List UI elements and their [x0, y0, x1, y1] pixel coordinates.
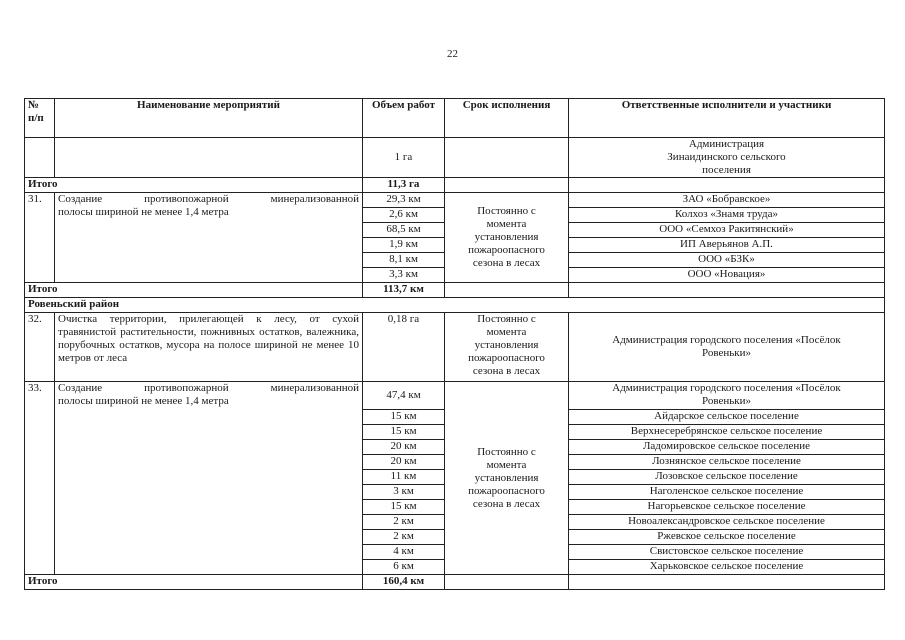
cell-responsible: Лознянское сельское поселение — [569, 455, 885, 470]
district-title: Ровеньский район — [25, 298, 885, 313]
col-header-num: № п/п — [25, 99, 55, 138]
cell-volume: 2 км — [363, 530, 445, 545]
cell-responsible: Айдарское сельское поселение — [569, 410, 885, 425]
cell-volume: 15 км — [363, 410, 445, 425]
cell-responsible: Верхнесеребрянское сельское поселение — [569, 425, 885, 440]
cell-num: 31. — [25, 193, 55, 283]
cell-responsible: ООО «Семхоз Ракитянский» — [569, 223, 885, 238]
total-value: 11,3 га — [363, 178, 445, 193]
table-row — [25, 382, 885, 410]
cell-volume: 6 км — [363, 560, 445, 575]
district-row — [25, 298, 885, 313]
cell-volume: 0,18 га — [363, 313, 445, 382]
cell-volume: 47,4 км — [363, 382, 445, 410]
cell-name — [55, 138, 363, 178]
cell-volume: 68,5 км — [363, 223, 445, 238]
cell-volume: 15 км — [363, 425, 445, 440]
cell-empty — [569, 575, 885, 590]
cell-volume: 8,1 км — [363, 253, 445, 268]
cell-empty — [445, 178, 569, 193]
cell-volume: 3,3 км — [363, 268, 445, 283]
cell-empty — [569, 178, 885, 193]
total-label: Итого — [25, 178, 363, 193]
item-33-name-line2: полосы шириной не менее 1,4 метра — [58, 395, 229, 407]
cell-term — [445, 138, 569, 178]
page-number: 22 — [447, 48, 458, 60]
cell-name: Очистка территории, прилегающей к лесу, от сухой травянистой растительности, пожнивных остатков, валежника, порубочных остатков, мусора на полосе шириной не менее 10 метров от леса — [55, 313, 363, 382]
cell-responsible: Колхоз «Знамя труда» — [569, 208, 885, 223]
table-row — [25, 313, 885, 382]
item-31-name-line2: полосы шириной не менее 1,4 метра — [58, 206, 229, 218]
cell-responsible: Новоалександровское сельское поселение — [569, 515, 885, 530]
cell-num: 33. — [25, 382, 55, 575]
cell-empty — [569, 283, 885, 298]
cell-volume: 1 га — [363, 138, 445, 178]
table-header-row — [25, 99, 885, 138]
table-row — [25, 193, 885, 208]
col-header-responsible: Ответственные исполнители и участники — [569, 99, 885, 138]
col-header-term: Срок исполнения — [445, 99, 569, 138]
measures-table — [24, 98, 885, 590]
cell-empty — [445, 283, 569, 298]
cell-volume: 2,6 км — [363, 208, 445, 223]
cell-term: Постоянно с момента установления пожароопасного сезона в лесах — [445, 313, 569, 382]
cell-volume: 1,9 км — [363, 238, 445, 253]
cell-responsible: Наголенское сельское поселение — [569, 485, 885, 500]
total-value: 113,7 км — [363, 283, 445, 298]
cell-name — [55, 382, 363, 575]
cell-responsible: Ладомировское сельское поселение — [569, 440, 885, 455]
total-label: Итого — [25, 575, 363, 590]
cell-responsible: ЗАО «Бобравское» — [569, 193, 885, 208]
total-label: Итого — [25, 283, 363, 298]
cell-volume: 15 км — [363, 500, 445, 515]
cell-responsible: Харьковское сельское поселение — [569, 560, 885, 575]
cell-responsible: Лозовское сельское поселение — [569, 470, 885, 485]
cell-volume: 11 км — [363, 470, 445, 485]
cell-volume: 29,3 км — [363, 193, 445, 208]
cell-volume: 3 км — [363, 485, 445, 500]
cell-volume: 20 км — [363, 455, 445, 470]
cell-responsible: ИП Аверьянов А.П. — [569, 238, 885, 253]
cell-volume: 2 км — [363, 515, 445, 530]
cell-name — [55, 193, 363, 283]
item-31-name-line1: Создание противопожарной минерализованной — [58, 193, 359, 205]
cell-responsible: Администрация Зинаидинского сельского поселения — [569, 138, 885, 178]
cell-empty — [445, 575, 569, 590]
cell-num: 32. — [25, 313, 55, 382]
cell-responsible: Администрация городского поселения «Посёлок Ровеньки» — [569, 313, 885, 382]
table-row — [25, 138, 885, 178]
cell-volume: 20 км — [363, 440, 445, 455]
cell-responsible: Ржевское сельское поселение — [569, 530, 885, 545]
total-value: 160,4 км — [363, 575, 445, 590]
total-row — [25, 178, 885, 193]
item-33-name-line1: Создание противопожарной минерализованной — [58, 382, 359, 394]
cell-responsible: ООО «Новация» — [569, 268, 885, 283]
col-header-volume: Объем работ — [363, 99, 445, 138]
col-header-name: Наименование мероприятий — [55, 99, 363, 138]
total-row — [25, 575, 885, 590]
total-row — [25, 283, 885, 298]
cell-term: Постоянно с момента установления пожароопасного сезона в лесах — [445, 193, 569, 283]
cell-responsible: Нагорьевское сельское поселение — [569, 500, 885, 515]
cell-responsible: Администрация городского поселения «Посёлок Ровеньки» — [569, 382, 885, 410]
cell-responsible: ООО «БЗК» — [569, 253, 885, 268]
cell-volume: 4 км — [363, 545, 445, 560]
cell-num — [25, 138, 55, 178]
cell-responsible: Свистовское сельское поселение — [569, 545, 885, 560]
cell-term: Постоянно с момента установления пожароопасного сезона в лесах — [445, 382, 569, 575]
